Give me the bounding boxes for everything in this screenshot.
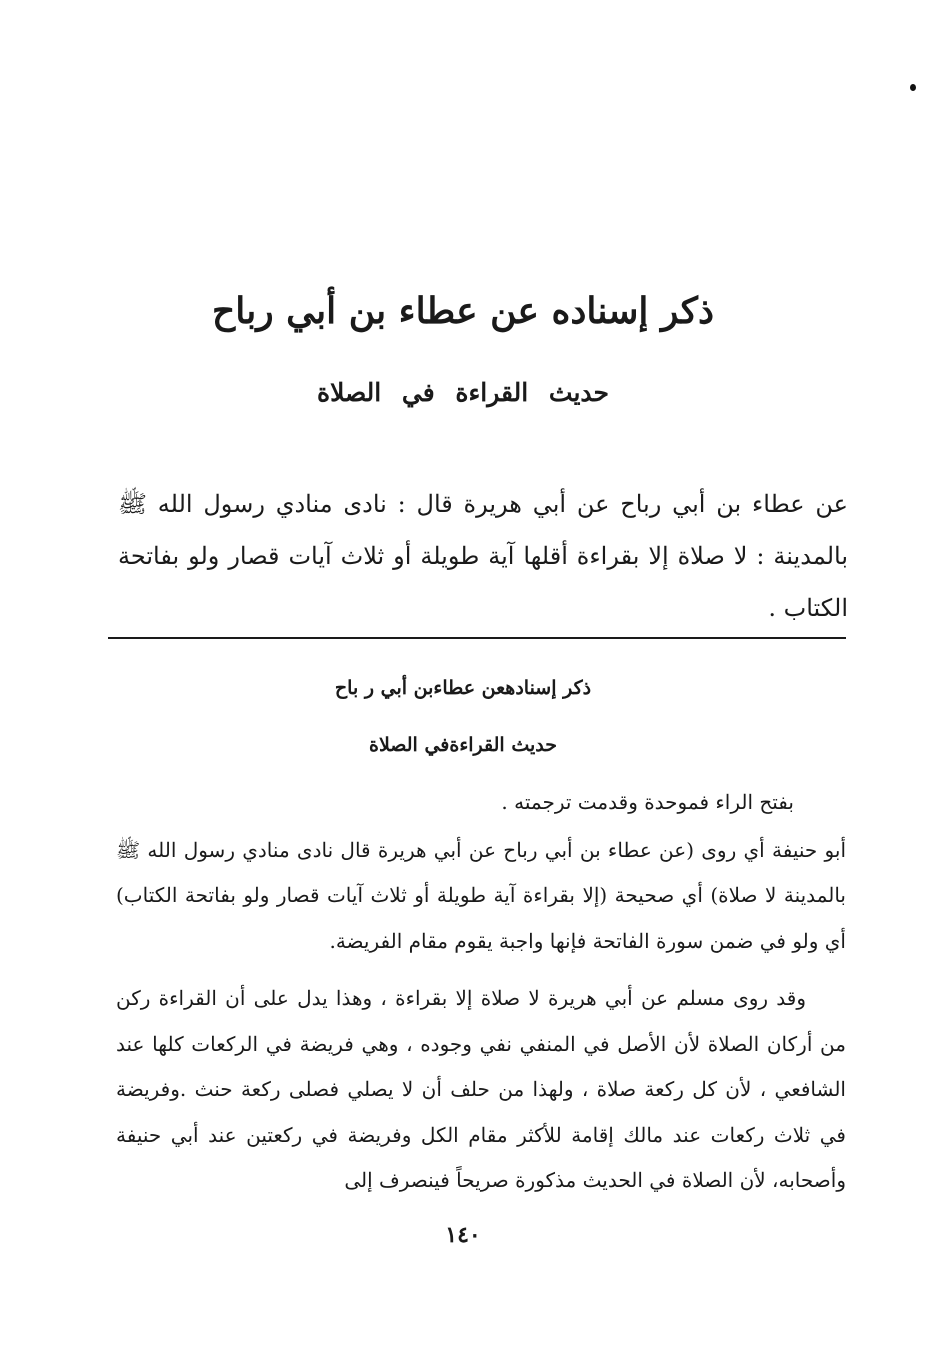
section-divider (108, 637, 846, 639)
page-number: ١٤٠ (445, 1222, 481, 1248)
chapter-subtitle: حديث القراءة في الصلاة (316, 378, 610, 407)
commentary-paragraph: بفتح الراء فموحدة وقدمت ترجمته . (501, 790, 794, 814)
commentary-title: ذكر إسنادهعن عطاءبن أبي ر باح (334, 677, 592, 699)
hadith-text: عن عطاء بن أبي رباح عن أبي هريرة قال : نادى منادي رسول الله ﷺ بالمدينة : لا صلاة إلا بقراءة أقلها آية طويلة أو ثلاث آيات قصار ولو بفاتحة الكتاب . (118, 490, 849, 622)
hadith-text-block (118, 478, 848, 634)
commentary-paragraph: وقد روى مسلم عن أبي هريرة لا صلاة إلا بقراءة ، وهذا يدل على أن القراءة ركن من أركان الصلاة لأن الأصل في المنفي نفي وجوده ، وهي فريضة في الركعات كلها عند الشافعي ، لأن كل ركعة صلاة ، ولهذا من حلف أن لا يصلي فصلى ركعة حنث .وفريضة في ثلاث ركعات عند مالك إقامة للأكثر مقام الكل وفريضة في ركعتين عند أبي حنيفة وأصحابه، لأن الصلاة في الحديث مذكورة صريحاً فينصرف إلى (116, 986, 846, 1192)
commentary-paragraph: أبو حنيفة أي روى (عن عطاء بن أبي رباح عن أبي هريرة قال نادى منادي رسول الله ﷺ بالمدينة لا صلاة) أي صحيحة (إلا بقراءة آية طويلة أو ثلاث آيات قصار ولو بفاتحة الكتاب) أي ولو في ضمن سورة الفاتحة فإنها واجبة يقوم مقام الفريضة. (116, 837, 847, 953)
commentary-block (116, 780, 846, 1204)
commentary-subtitle: حديث القراءةفي الصلاة (369, 734, 557, 756)
chapter-title: ذكر إسناده عن عطاء بن أبي رباح (212, 290, 714, 332)
ink-mark (910, 84, 916, 91)
